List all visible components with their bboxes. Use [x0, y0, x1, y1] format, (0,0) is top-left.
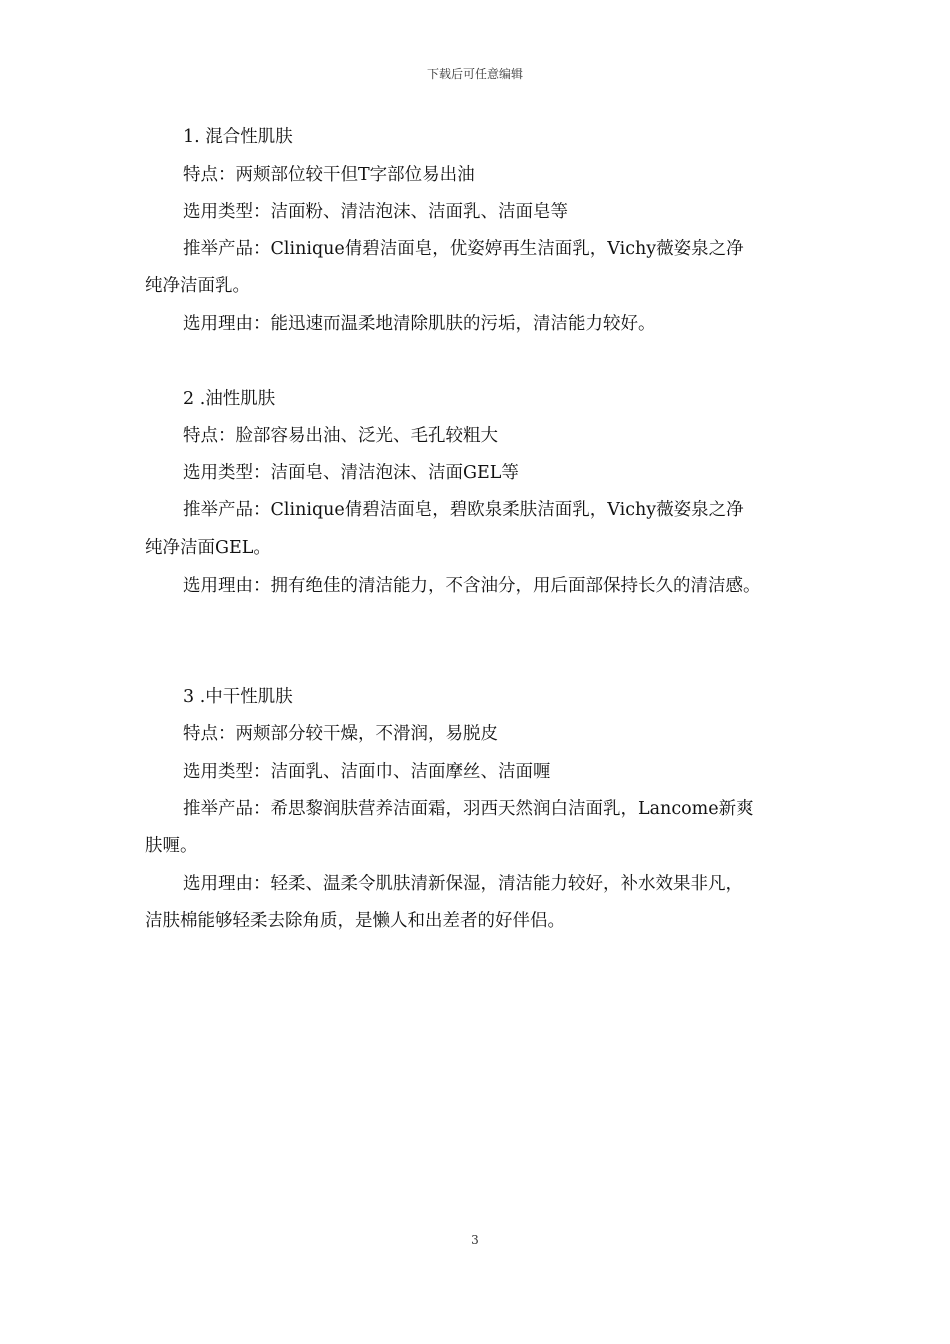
section-title: 1. 混合性肌肤	[183, 127, 293, 147]
types-text: 选用类型：洁面乳、洁面巾、洁面摩丝、洁面喱	[183, 762, 551, 782]
products-text: 推举产品：Clinique倩碧洁面皂，优姿婷再生洁面乳，Vichy薇姿泉之净	[183, 239, 744, 259]
reason-text: 选用理由：拥有绝佳的清洁能力，不含油分，用后面部保持长久的清洁感。	[183, 576, 761, 596]
reason-text: 选用理由：轻柔、温柔令肌肤清新保湿，清洁能力较好，补水效果非凡，	[183, 874, 743, 894]
traits-text: 特点：两颊部分较干燥，不滑润，易脱皮	[183, 724, 498, 744]
products-text: 推举产品：Clinique倩碧洁面皂，碧欧泉柔肤洁面乳，Vichy薇姿泉之净	[183, 500, 744, 520]
reason-text: 选用理由：能迅速而温柔地清除肌肤的污垢，清洁能力较好。	[183, 314, 656, 334]
products-text: 推举产品：希思黎润肤营养洁面霜，羽西天然润白洁面乳，Lancome新爽	[183, 799, 754, 819]
types-text: 选用类型：洁面皂、清洁泡沫、洁面GEL等	[183, 463, 519, 483]
page-header: 下载后可任意编辑	[426, 67, 523, 81]
reason-text-cont: 洁肤棉能够轻柔去除角质，是懒人和出差者的好伴侣。	[145, 911, 565, 931]
section-title: 3 .中干性肌肤	[183, 687, 293, 707]
products-text-cont: 肤喱。	[145, 836, 198, 856]
traits-text: 特点：两颊部位较干但T字部位易出油	[183, 165, 475, 185]
section-title: 2 .油性肌肤	[183, 389, 276, 409]
products-text-cont: 纯净洁面乳。	[145, 276, 250, 296]
products-text-cont: 纯净洁面GEL。	[145, 538, 271, 558]
page-number: 3	[471, 1233, 479, 1247]
traits-text: 特点：脸部容易出油、泛光、毛孔较粗大	[183, 426, 498, 446]
types-text: 选用类型：洁面粉、清洁泡沫、洁面乳、洁面皂等	[183, 202, 568, 222]
